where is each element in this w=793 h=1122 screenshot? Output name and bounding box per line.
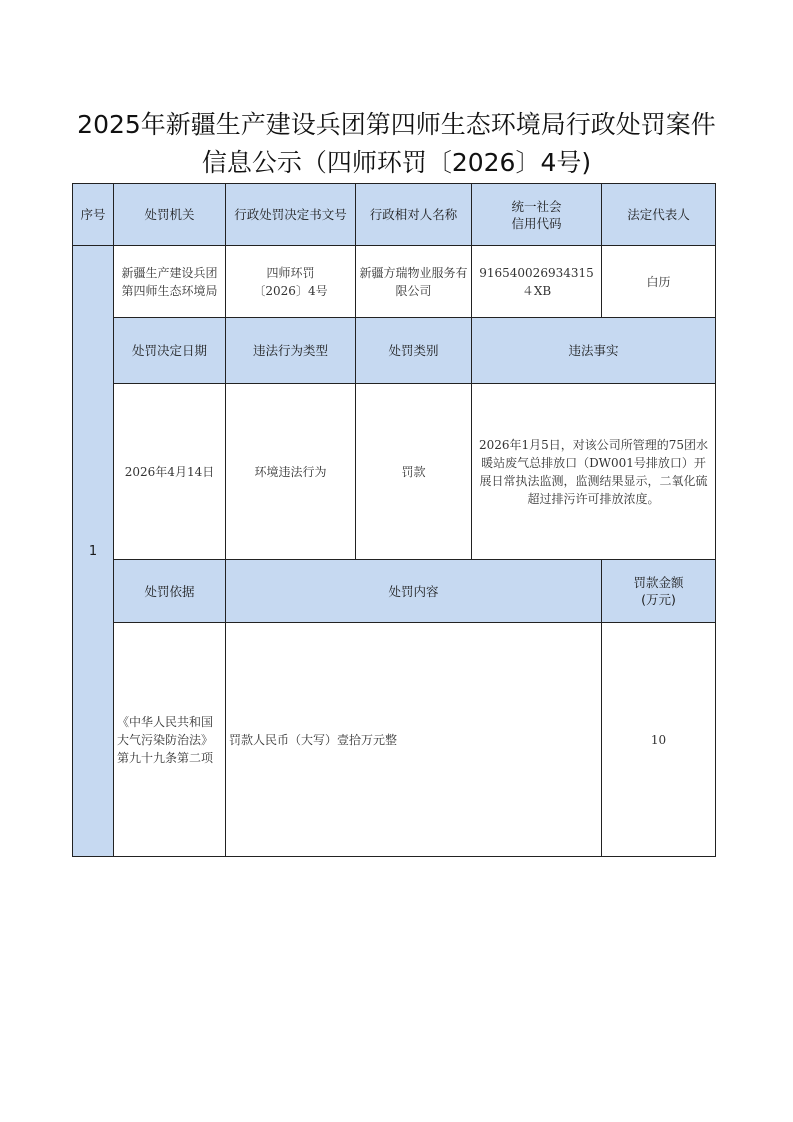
header-facts: 违法事实	[472, 318, 716, 384]
header-row-3	[73, 560, 716, 623]
penalty-table	[72, 183, 716, 857]
record-amount: 10	[602, 623, 716, 857]
page-title-line2: 信息公示（四师环罚〔2026〕4号)	[201, 148, 592, 177]
record-basis: 《中华人民共和国大气污染防治法》第九十九条第二项	[114, 623, 226, 857]
header-row-1	[73, 184, 716, 246]
header-credit-code	[472, 184, 602, 246]
record-facts: 2026年1月5日，对该公司所管理的75团水暖站废气总排放口（DW001号排放口）开展日常执法监测，监测结果显示，二氧化硫超过排污许可排放浓度。	[472, 384, 716, 560]
header-credit-code-line1: 统一社会	[511, 198, 562, 214]
record-doc-no	[226, 246, 356, 318]
record-credit-code: 916540026934315４XB	[472, 246, 602, 318]
header-amount	[602, 560, 716, 623]
record-penalty-category: 罚款	[356, 384, 472, 560]
record-row-3	[73, 623, 716, 857]
page-title	[60, 106, 733, 182]
header-seq: 序号	[73, 184, 114, 246]
header-decision-date: 处罚决定日期	[114, 318, 226, 384]
record-decision-date: 2026年4月14日	[114, 384, 226, 560]
header-penalty-category: 处罚类别	[356, 318, 472, 384]
header-legal-rep: 法定代表人	[602, 184, 716, 246]
record-seq: 1	[73, 246, 114, 857]
header-basis: 处罚依据	[114, 560, 226, 623]
header-credit-code-line2: 信用代码	[511, 215, 562, 231]
record-content: 罚款人民币（大写）壹拾万元整	[226, 623, 602, 857]
header-amount-line1: 罚款金额	[633, 575, 684, 590]
record-row-1	[73, 246, 716, 318]
record-doc-no-line1: 四师环罚	[266, 265, 315, 280]
header-party: 行政相对人名称	[356, 184, 472, 246]
header-authority: 处罚机关	[114, 184, 226, 246]
record-doc-no-line2: 〔2026〕4号	[253, 283, 328, 298]
header-violation-type: 违法行为类型	[226, 318, 356, 384]
page-title-line1: 2025年新疆生产建设兵团第四师生态环境局行政处罚案件	[77, 110, 716, 139]
header-amount-line2: (万元)	[641, 592, 676, 607]
record-party: 新疆方瑞物业服务有限公司	[356, 246, 472, 318]
record-violation-type: 环境违法行为	[226, 384, 356, 560]
header-row-2	[73, 318, 716, 384]
record-row-2	[73, 384, 716, 560]
header-content: 处罚内容	[226, 560, 602, 623]
record-legal-rep: 白历	[602, 246, 716, 318]
header-doc-no: 行政处罚决定书文号	[226, 184, 356, 246]
record-authority: 新疆生产建设兵团第四师生态环境局	[114, 246, 226, 318]
